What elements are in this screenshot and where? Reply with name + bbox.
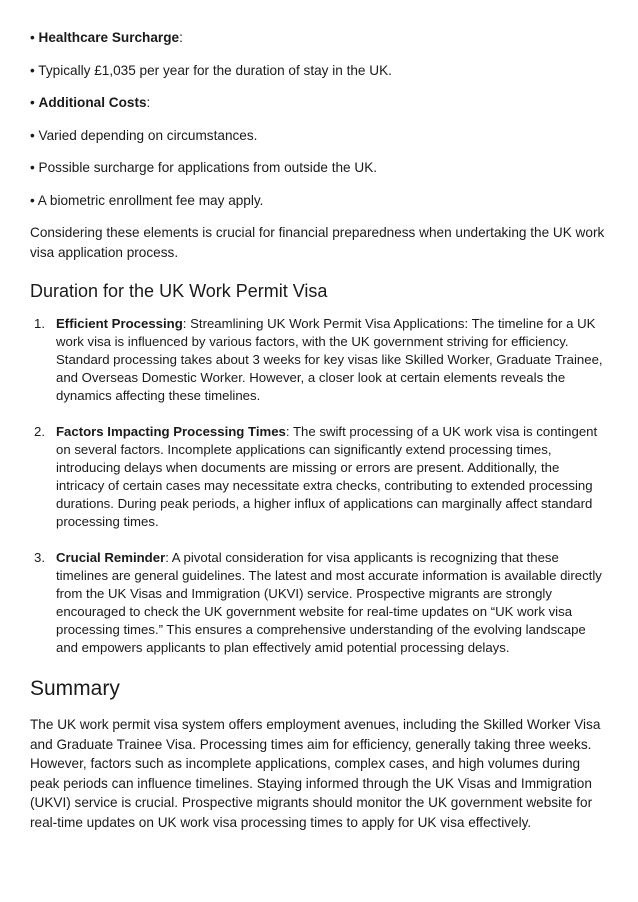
list-item: 3. Crucial Reminder: A pivotal consideration for visa applicants is recognizing that these timelines are general guidelines. The latest and most accurate information is available directly from the UK Visas and Immigration (UKVI) service. Prospective migrants are strongly encouraged to check the UK government website for real-time updates on “UK work visa processing times.” This ensures a comprehensive understanding of the evolving landscape and empowers applicants to plan effectively amid potential processing delays. bbox=[34, 550, 602, 655]
bullet-item: • Typically £1,035 per year for the duration of stay in the UK. bbox=[30, 62, 392, 78]
bullet-item: • Additional Costs: bbox=[30, 95, 151, 110]
processing-steps-list bbox=[30, 315, 608, 657]
step-bold-label: Efficient Processing bbox=[56, 316, 183, 331]
step-bold-label: Crucial Reminder bbox=[56, 550, 166, 565]
bullet-item: • Healthcare Surcharge: bbox=[30, 30, 183, 45]
list-item: 1. Efficient Processing: Streamlining UK Work Permit Visa Applications: The timeline for a UK work visa is influenced by various factors, with the UK government striving for efficiency. Standard processing takes about 3 weeks for key visas like Skilled Worker, Graduate Trainee, and Overseas Domestic Worker. However, a closer look at certain elements reveals the dynamics affecting these timelines. bbox=[34, 316, 603, 403]
bullet-item: • Possible surcharge for applications from outside the UK. bbox=[30, 160, 378, 175]
summary-paragraph: The UK work permit visa system offers employment avenues, including the Skilled Worker Visa and Graduate Trainee Visa. Processing times aim for efficiency, generally taking three weeks. However, factors such as incomplete applications, complex cases, and high volumes during peak periods can influence timelines. Staying informed through the UK Visas and Immigration (UKVI) service is crucial. Prospective migrants should monitor the UK government website for real-time updates on UK work visa processing times to apply for UK visa effectively. bbox=[30, 717, 601, 830]
list-item: 2. Factors Impacting Processing Times: The swift processing of a UK work visa is contingent on several factors. Incomplete applications can significantly extend processing times, introducing delays when documents are missing or errors are present. Additionally, the intricacy of certain cases may necessitate extra checks, contributing to extended processing durations. During peak periods, a higher influx of applications can marginally affect standard processing times. bbox=[34, 424, 598, 529]
bullet-item: • A biometric enrollment fee may apply. bbox=[30, 192, 264, 208]
duration-heading: Duration for the UK Work Permit Visa bbox=[30, 281, 328, 301]
step-bold-label: Factors Impacting Processing Times bbox=[56, 424, 286, 439]
bullet-item: • Varied depending on circumstances. bbox=[30, 127, 258, 143]
bullet-bold-label: Additional Costs bbox=[38, 95, 147, 110]
considering-paragraph: Considering these elements is crucial for financial preparedness when undertaking the UK work visa application process. bbox=[30, 225, 605, 260]
bullet-bold-label: Healthcare Surcharge bbox=[38, 30, 180, 45]
summary-heading: Summary bbox=[30, 677, 120, 700]
